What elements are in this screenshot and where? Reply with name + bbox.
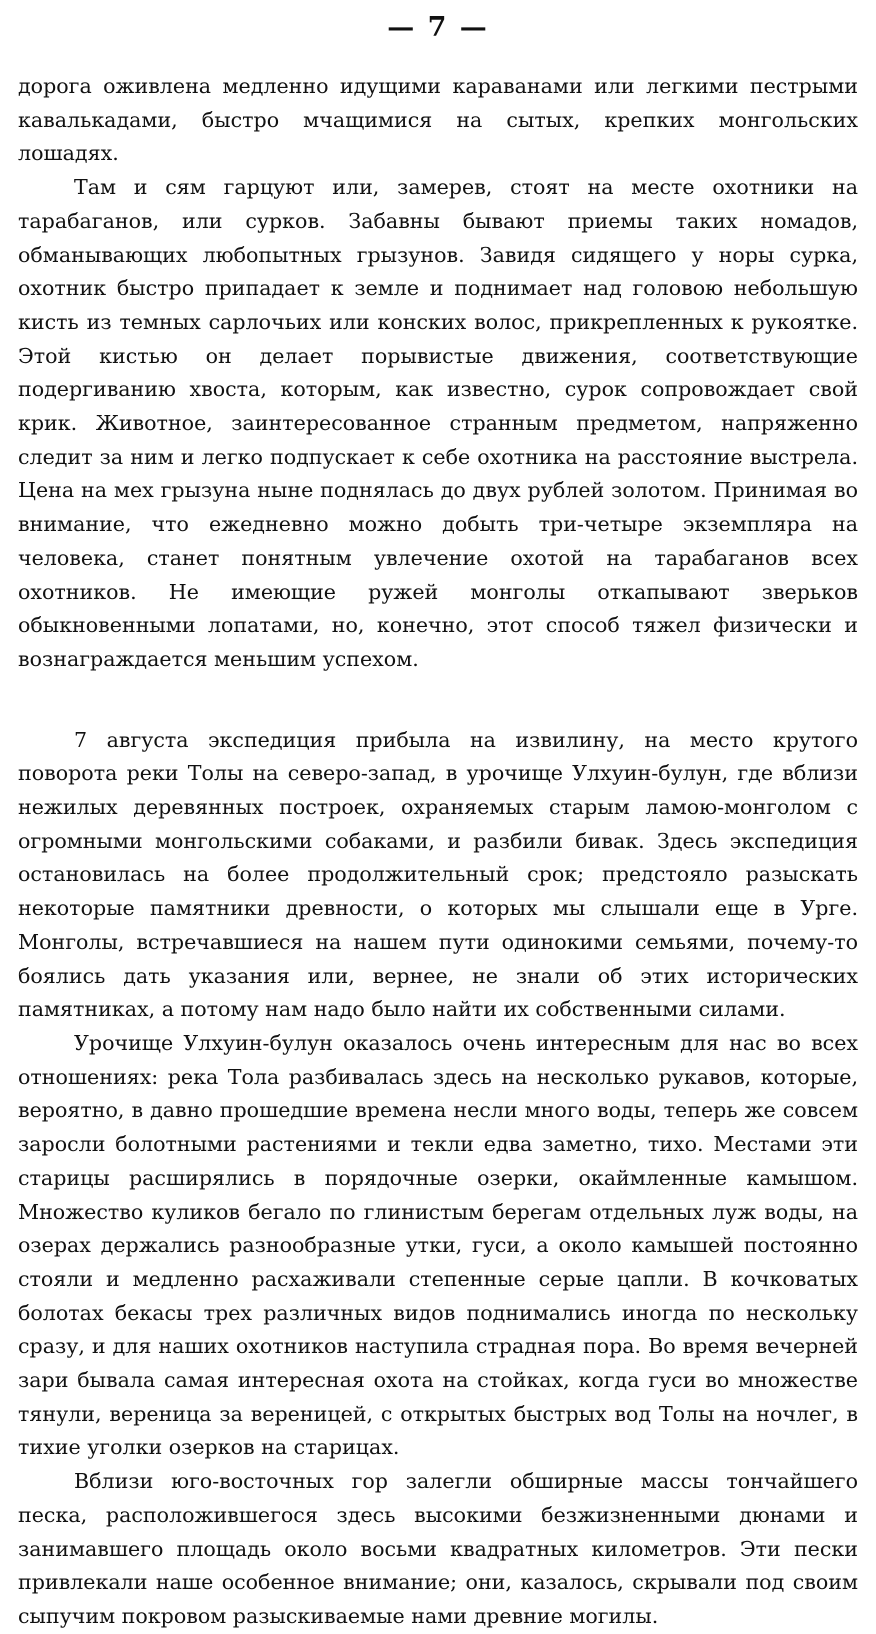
- paragraph-ulkhuin-bulun-wetlands: Урочище Улхуин-булун оказалось очень интересным для нас во всех отношениях: река Тола разбивалась здесь на несколько рукавов, которые, вероятно, в давно прошедшие времена несли много воды, теперь же совсем заросли болотными растениями и текли едва заметно, тихо. Местами эти старицы расширялись в порядочные озерки, окаймленные камышом. Множество куликов бегало по глинистым берегам отдельных луж воды, на озерах держались разнообразные утки, гуси, а около камышей постоянно стояли и медленно расхаживали степенные серые цапли. В кочковатых болотах бекасы трех различных видов поднимались иногда по нескольку сразу, и для наших охотников наступила страдная пора. Во время вечерней зари бывала самая интересная охота на стойках, когда гуси во множестве тянули, вереница за вереницей, с открытых быстрых вод Толы на ночлег, в тихие уголки озерков на старицах.: [18, 1030, 858, 1460]
- paragraph-sand-dunes: Вблизи юго-восточных гор залегли обширные массы тончайшего песка, расположившегося здесь высокими безжизненными дюнами и занимавшего площадь около восьми квадратных километров. Эти пески привлекали наше особенное внимание; они, казалось, скрывали под своим сыпучим покровом разыскиваемые нами древние могилы.: [18, 1469, 858, 1628]
- paragraph-marmot-hunters: Там и сям гарцуют или, замерев, стоят на месте охотники на тарабаганов, или сурков. Забавны бывают приемы таких номадов, обманывающих любопытных грызунов. Завидя сидящего у норы сурка, охотник быстро припадает к земле и поднимает над головою небольшую кисть из темных сарлочьих или конских волос, прикрепленных к рукоятке. Этой кистью он делает порывистые движения, соответствующие подергиванию хвоста, которым, как известно, сурок сопровождает свой крик. Животное, заинтересованное странным предметом, напряженно следит за ним и легко подпускает к себе охотника на расстояние выстрела. Цена на мех грызуна ныне поднялась до двух рублей золотом. Принимая во внимание, что ежедневно можно добыть три-четыре экземпляра на человека, станет понятным увлечение охотой на тарабаганов всех охотников. Не имеющие ружей монголы откапывают зверьков обыкновенными лопатами, но, конечно, этот способ тяжел физически и вознаграждается меньшим успехом.: [18, 175, 858, 671]
- page-number: — 7 —: [387, 12, 489, 43]
- paragraph-caravans: дорога оживлена медленно идущими караванами или легкими пестрыми кавалькадами, быстро мчащимися на сытых, крепких монгольских лошадях.: [18, 74, 858, 166]
- body-text: [18, 70, 858, 1634]
- paragraph-ulkhuin-bulun-arrival: 7 августа экспедиция прибыла на извилину, на место крутого поворота реки Толы на северо-запад, в урочище Улхуин-булун, где вблизи нежилых деревянных построек, охраняемых старым ламою-монголом с огромными монгольскими собаками, и разбили бивак. Здесь экспедиция остановилась на более продолжительный срок; предстояло разыскать некоторые памятники древности, о которых мы слышали еще в Урге. Монголы, встречавшиеся на нашем пути одинокими семьями, почему-то боялись дать указания или, вернее, не знали об этих исторических памятниках, а потому нам надо было найти их собственными силами.: [18, 727, 858, 1022]
